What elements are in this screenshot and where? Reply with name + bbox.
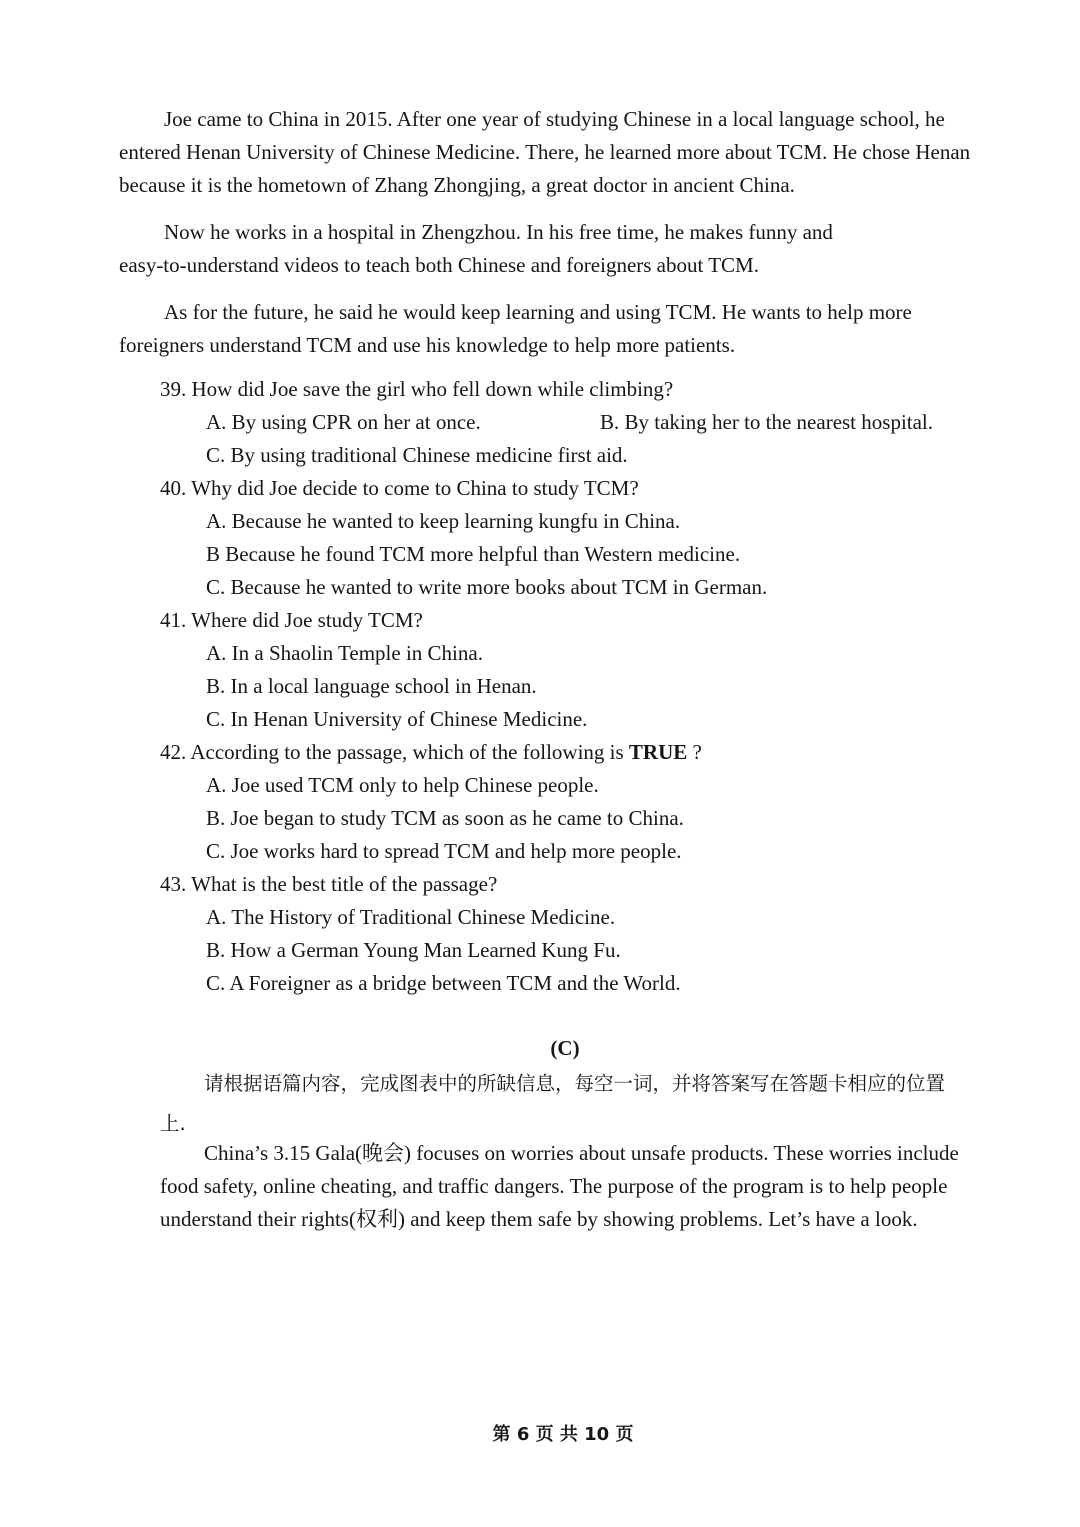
question-stem: 40. Why did Joe decide to come to China to study TCM? [160, 476, 639, 500]
option-row [160, 670, 980, 703]
text-line: foreigners understand TCM and use his knowledge to help more patients. [119, 333, 736, 357]
option-row [160, 835, 980, 868]
option-row [160, 505, 980, 538]
option-row [160, 934, 980, 967]
text-line: understand their rights(权利) and keep them safe by showing problems. Let’s have a look. [160, 1207, 918, 1231]
text-line: Now he works in a hospital in Zhengzhou. In his free time, he makes funny and [164, 220, 833, 244]
option-a: A. The History of Traditional Chinese Medicine. [206, 905, 616, 929]
option-row [160, 703, 980, 736]
passage-paragraph-3 [119, 296, 1019, 362]
text-line: easy-to-understand videos to teach both Chinese and foreigners about TCM. [119, 253, 759, 277]
option-c: C. A Foreigner as a bridge between TCM and the World. [206, 971, 681, 995]
question-39 [160, 373, 980, 472]
section-c-paragraph [160, 1137, 1020, 1236]
option-b: B. By taking her to the nearest hospital. [600, 410, 934, 434]
option-row [160, 967, 980, 1000]
option-row [160, 901, 980, 934]
option-a: A. Because he wanted to keep learning kungfu in China. [206, 509, 681, 533]
question-42 [160, 736, 980, 868]
option-a: A. In a Shaolin Temple in China. [206, 641, 483, 665]
question-stem-emphasis: TRUE [628, 740, 688, 764]
option-c: C. In Henan University of Chinese Medicine. [206, 707, 588, 731]
option-c: C. Joe works hard to spread TCM and help more people. [206, 839, 682, 863]
option-b: B. Joe began to study TCM as soon as he came to China. [206, 806, 684, 830]
option-row [160, 571, 980, 604]
question-40 [160, 472, 980, 604]
section-c-title: (C) [550, 1036, 580, 1060]
question-stem-text: 42. According to the passage, which of the following is [160, 740, 629, 764]
option-a: A. By using CPR on her at once. [206, 410, 481, 434]
passage-paragraph-2 [119, 216, 1019, 282]
option-a: A. Joe used TCM only to help Chinese people. [206, 773, 599, 797]
question-stem: 43. What is the best title of the passage? [160, 872, 498, 896]
passage-paragraph-1 [119, 103, 1019, 202]
option-row [160, 769, 980, 802]
page-number-footer: 第 6 页 共 10 页 [492, 1424, 634, 1445]
question-43 [160, 868, 980, 1000]
text-line: entered Henan University of Chinese Medicine. There, he learned more about TCM. He chose Henan [119, 140, 971, 164]
instruction-line: 请根据语篇内容，完成图表中的所缺信息，每空一词，并将答案写在答题卡相应的位置 [204, 1072, 946, 1095]
option-b: B. How a German Young Man Learned Kung Fu. [206, 938, 621, 962]
text-line: Joe came to China in 2015. After one year of studying Chinese in a local language school, he [164, 107, 945, 131]
section-c-instruction [160, 1064, 1020, 1144]
question-stem: 39. How did Joe save the girl who fell down while climbing? [160, 377, 674, 401]
option-row [160, 406, 980, 439]
instruction-line: 上. [160, 1112, 186, 1135]
option-row [160, 637, 980, 670]
question-41 [160, 604, 980, 736]
question-stem [160, 736, 980, 769]
option-c: C. Because he wanted to write more books about TCM in German. [206, 575, 768, 599]
text-line: because it is the hometown of Zhang Zhongjing, a great doctor in ancient China. [119, 173, 795, 197]
option-row [160, 538, 980, 571]
question-stem-text: ? [687, 740, 702, 764]
option-b: B Because he found TCM more helpful than Western medicine. [206, 542, 741, 566]
option-c: C. By using traditional Chinese medicine first aid. [206, 443, 628, 467]
option-row [160, 439, 980, 472]
text-line: food safety, online cheating, and traffic dangers. The purpose of the program is to help people [160, 1174, 948, 1198]
question-list [160, 373, 980, 1000]
text-line: As for the future, he said he would keep learning and using TCM. He wants to help more [164, 300, 912, 324]
text-line: China’s 3.15 Gala(晚会) focuses on worries about unsafe products. These worries include [204, 1141, 959, 1165]
question-stem: 41. Where did Joe study TCM? [160, 608, 423, 632]
option-row [160, 802, 980, 835]
option-b: B. In a local language school in Henan. [206, 674, 537, 698]
